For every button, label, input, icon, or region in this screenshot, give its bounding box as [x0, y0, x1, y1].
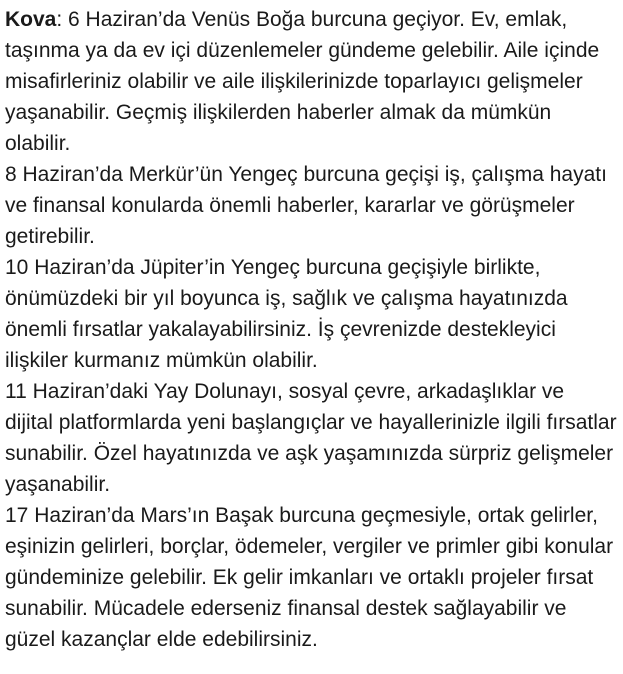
intro-paragraph: [5, 4, 617, 159]
intro-text: 6 Haziran’da Venüs Boğa burcuna geçiyor. Ev, emlak, taşınma ya da ev içi düzenlemeler gündeme gelebilir. Aile içinde misafirleriniz olabilir ve aile ilişkilerinizde toparlayıcı gelişmeler yaşanabilir. Geçmiş ilişkilerden haberler almak da mümkün olabilir.: [5, 8, 600, 155]
paragraph-jupiter: 10 Haziran’da Jüpiter’in Yengeç burcuna geçişiyle birlikte, önümüzdeki bir yıl boyunca iş, sağlık ve çalışma hayatınızda önemli fırsatlar yakalayabilirsiniz. İş çevrenizde destekleyici ilişkiler kurmanız mümkün olabilir.: [5, 256, 568, 372]
paragraph-mercury: 8 Haziran’da Merkür’ün Yengeç burcuna geçişi iş, çalışma hayatı ve finansal konularda önemli haberler, kararlar ve görüşmeler getirebilir.: [5, 163, 607, 248]
paragraph-mars: 17 Haziran’da Mars’ın Başak burcuna geçmesiyle, ortak gelirler, eşinizin gelirleri, borçlar, ödemeler, vergiler ve primler gibi konular gündeminize gelebilir. Ek gelir imkanları ve ortaklı projeler fırsat sunabilir. Mücadele ederseniz finansal destek sağlayabilir ve güzel kazançlar elde edebilirsiniz.: [5, 504, 614, 651]
sign-name: Kova: [5, 8, 57, 31]
sign-separator: :: [56, 8, 63, 31]
horoscope-article: [5, 4, 617, 655]
paragraph-full-moon: 11 Haziran’daki Yay Dolunayı, sosyal çevre, arkadaşlıklar ve dijital platformlarda yeni başlangıçlar ve hayallerinizle ilgili fırsatlar sunabilir. Özel hayatınızda ve aşk yaşamınızda sürpriz gelişmeler yaşanabilir.: [5, 380, 617, 496]
